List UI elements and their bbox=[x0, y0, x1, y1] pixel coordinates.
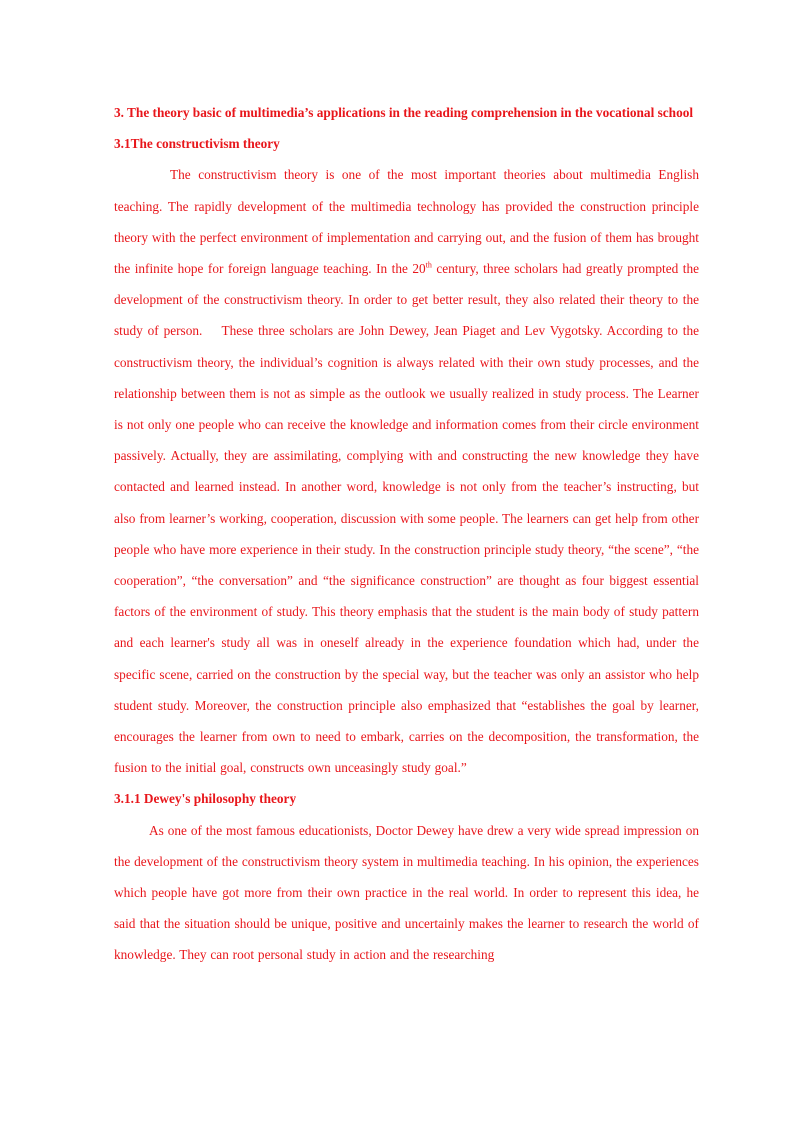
subsection-heading: 3.1The constructivism theory bbox=[114, 136, 280, 152]
section-heading: 3. The theory basic of multimedia’s applications in the reading comprehension in the vocational school bbox=[114, 105, 694, 120]
paragraph-constructivism bbox=[114, 159, 699, 783]
subsubsection-heading: 3.1.1 Dewey's philosophy theory bbox=[114, 791, 297, 807]
paragraph-text-continued: century, three scholars had greatly prompted the development of the constructivism theory. In order to get better result, they also related their theory to the study of person. These three scholars are John Dewey, Jean Piaget and Lev Vygotsky. According to the constructivism theory, the individual’s cognition is always related with their own study processes, and the relationship between them is not as simple as the outlook we usually realized in study process. The Learner is not only one people who can receive the knowledge and information comes from their circle environment passively. Actually, they are assimilating, complying with and constructing the new knowledge they have contacted and learned instead. In another word, knowledge is not only from the teacher’s instructing, but also from learner’s working, cooperation, discussion with some people. The learners can get help from other people who have more experience in their study. In the construction principle study theory, “the scene”, “the cooperation”, “the conversation” and “the significance construction” are thought as four biggest essential factors of the environment of study. This theory emphasis that the student is the main body of study pattern and each learner's study all was in oneself already in the experience foundation which had, under the specific scene, carried on the construction by the special way, but the teacher was only an assistor who help student study. Moreover, the construction principle also emphasized that “establishes the goal by learner, encourages the learner from own to need to embark, carries on the decomposition, the transformation, the fusion to the initial goal, constructs own unceasingly study goal.” bbox=[114, 261, 699, 776]
paragraph-dewey: As one of the most famous educationists, Doctor Dewey have drew a very wide spread impression on the development of the constructivism theory system in multimedia teaching. In his opinion, the experiences which people have got more from their own practice in the real world. In order to represent this idea, he said that the situation should be unique, positive and uncertainly makes the learner to research the world of knowledge. They can root personal study in action and the researching bbox=[114, 822, 699, 963]
superscript-text: th bbox=[425, 260, 432, 270]
document-page bbox=[114, 97, 699, 971]
paragraph-text: The constructivism theory is one of the most important theories about multimedia English teaching. The rapidly development of the multimedia technology has provided the construction principle theory with the perfect environment of implementation and carrying out, and the fusion of them has brought the infinite hope for foreign language teaching. In the 20 bbox=[114, 167, 699, 277]
